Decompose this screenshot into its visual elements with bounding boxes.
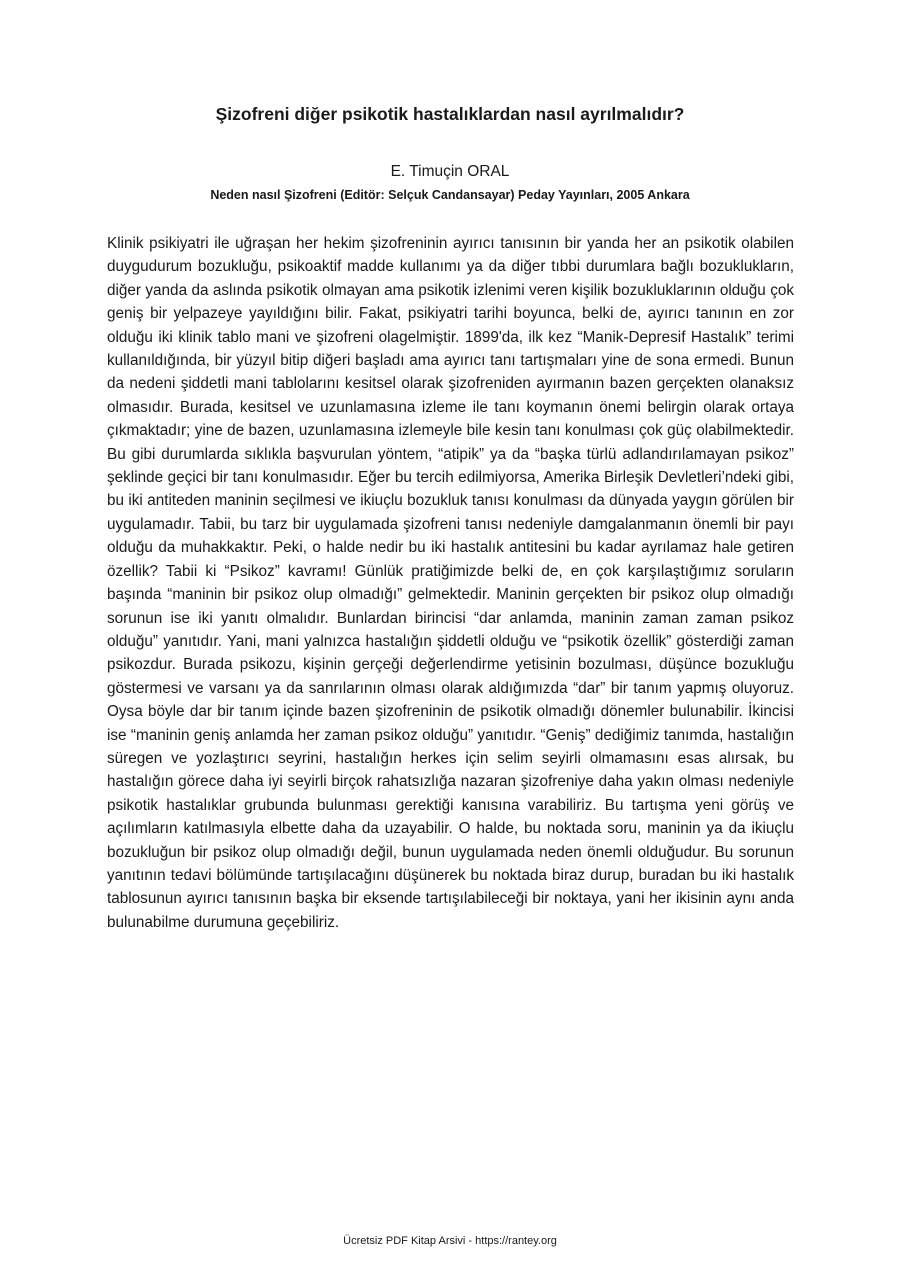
page-title: Şizofreni diğer psikotik hastalıklardan nasıl ayrılmalıdır?: [215, 104, 685, 124]
body-paragraph: Klinik psikiyatri ile uğraşan her hekim şizofreninin ayırıcı tanısının bir yanda her an psikotik olabilen duygudurum bozukluğu, psikoaktif madde kullanımı ya da diğer tıbbi durumlara bağlı bozuklukların, diğer yanda da aslında psikotik olmayan ama psikotik izlenimi veren kişilik bozukluklarının olduğu çok geniş bir yelpazeye yayıldığını bilir. Fakat, psikiyatri tarihi boyunca, belki de, ayırıcı tanının en zor olduğu iki klinik tablo mani ve şizofreni olagelmiştir. 1899'da, ilk kez “Manik-Depresif Hastalık” terimi kullanıldığında, bir yüzyıl bitip diğeri başladı ama ayırıcı tanı tartışmaları yine de sona ermedi. Bunun da nedeni şiddetli mani tablolarını kesitsel olarak şizofreniden ayırmanın bazen gerçekten olanaksız olmasıdır. Burada, kesitsel ve uzunlamasına izleme ile tanı koymanın önemi belirgin olarak ortaya çıkmaktadır; yine de bazen, uzunlamasına izlemeyle bile kesin tanı konulması çok güç olabilmektedir. Bu gibi durumlarda sıklıkla başvurulan yöntem, “atipik” ya da “başka türlü adlandırılamayan psikoz” şeklinde geçici bir tanı konulmasıdır. Eğer bu tercih edilmiyorsa, Amerika Birleşik Devletleri’ndeki gibi, bu iki antiteden maninin seçilmesi ve ikiuçlu bozukluk tanısı konulması da dünyada yaygın görülen bir uygulamadır. Tabii, bu tarz bir uygulamada şizofreni tanısı nedeniyle damgalanmanın önemli bir payı olduğu da muhakkaktır. Peki, o halde nedir bu iki hastalık antitesini bu kadar ayrılamaz hale getiren özellik? Tabii ki “Psikoz” kavramı! Günlük pratiğimizde belki de, en çok karşılaştığımız soruların başında “maninin bir psikoz olup olmadığı” gelmektedir. Maninin gerçekten bir psikoz olup olmadığı sorunun ise iki yanıtı olmalıdır. Bunlardan birincisi “dar anlamda, maninin zaman zaman psikoz olduğu” yanıtıdır. Yani, mani yalnızca hastalığın şiddetli olduğu ve “psikotik özellik” gösterdiği zaman psikozdur. Burada psikozu, kişinin gerçeği değerlendirme yetisinin bozulması, düşünce bozukluğu göstermesi ve varsanı ya da sanrılarının olması olarak aldığımızda “dar” bir tanım yapmış oluyoruz. Oysa böyle dar bir tanım içinde bazen şizofreninin de psikotik olmadığı dönemler bulunabilir. İkincisi ise “maninin geniş anlamda her zaman psikoz olduğu” yanıtıdır. “Geniş” dediğimiz tanımda, hastalığın süregen ve yozlaştırıcı seyrini, hastalığın herkes için selim seyirli olmamasını esas alırsak, bu hastalığın görece daha iyi seyirli birçok rahatsızlığa nazaran şizofreniye daha yakın olması nedeniyle psikotik hastalıklar grubunda bulunması gerektiği kanısına varabiliriz. Bu tartışma yeni görüş ve açılımların katılmasıyla elbette daha da uzayabilir. O halde, bu noktada soru, maninin ya da ikiuçlu bozukluğun bir psikoz olup olmadığı değil, bunun uygulamada neden önemli olduğudur. Bu sorunun yanıtının tedavi bölümünde tartışılacağını düşünerek bu noktada biraz durup, buradan bu iki hastalık tablosunun ayırıcı tanısının başka bir eksende tartışılabileceği bir noktaya, yani her ikisinin aynı anda bulunabilme durumuna geçebiliriz.: [107, 235, 794, 931]
source-citation: Neden nasıl Şizofreni (Editör: Selçuk Candansayar) Peday Yayınları, 2005 Ankara: [210, 188, 690, 202]
author-name: E. Timuçin ORAL: [390, 163, 510, 180]
page-footer: Ücretsiz PDF Kitap Arsivi - https://rantey.org: [343, 1235, 557, 1247]
